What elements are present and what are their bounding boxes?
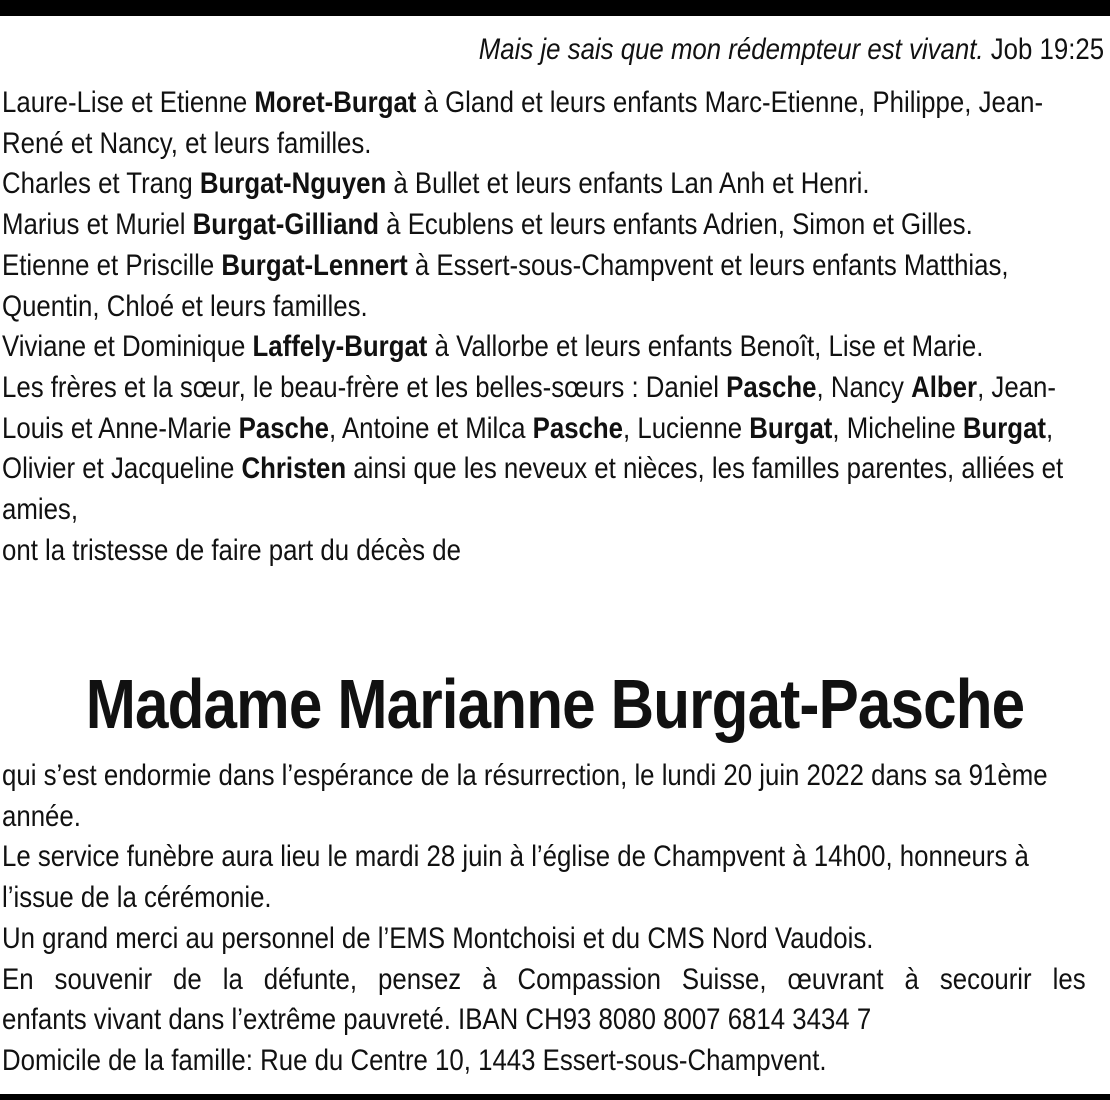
family-entry: Marius et Muriel Burgat-Gilliand à Ecublens et leurs enfants Adrien, Simon et Gilles. [2, 208, 973, 242]
memory-text [2, 960, 1086, 1041]
epigraph-quote: Mais je sais que mon rédempteur est vivant. [478, 33, 984, 66]
family-entry: Laure-Lise et Etienne Moret-Burgat à Gland et leurs enfants Marc-Etienne, Philippe, Jean-René et Nancy, et leurs familles. [2, 86, 1044, 160]
obituary-details [2, 756, 1086, 1082]
epigraph [479, 30, 1104, 70]
family-surname: Burgat-Nguyen [199, 167, 387, 201]
passing-text: qui s’est endormie dans l’espérance de la résurrection, le lundi 20 juin 2022 dans sa 91ème année. [2, 759, 1048, 833]
service-text: Le service funèbre aura lieu le mardi 28 juin à l’église de Champvent à 14h00, honneurs à l’issue de la cérémonie. [2, 840, 1029, 915]
deceased-name: Madame Marianne Burgat-Pasche [85, 665, 1025, 743]
family-entry: Viviane et Dominique Laffely-Burgat à Vallorbe et leurs enfants Benoît, Lise et Marie. [2, 330, 984, 364]
announcement-text: ont la tristesse de faire part du décès de [2, 533, 461, 567]
siblings-entry: Les frères et la sœur, le beau-frère et les belles-sœurs : Daniel Pasche, Nancy Alber, Jean-Louis et Anne-Marie Pasche, Antoine et Milca Pasche, Lucienne Burgat, Micheline Burgat, Olivier et Jacqueline Christen ainsi que les neveux et nièces, les familles parentes, alliées et amies, [2, 370, 1064, 527]
family-address: Domicile de la famille: Rue du Centre 10, 1443 Essert-sous-Champvent. [2, 1043, 827, 1077]
family-surname: Moret-Burgat [254, 86, 417, 119]
bottom-border-rule [0, 1094, 1110, 1100]
family-surname: Burgat-Gilliand [192, 208, 380, 242]
family-surname: Burgat-Lennert [221, 248, 408, 282]
epigraph-reference: Job 19:25 [990, 33, 1104, 66]
memory-line-2: enfants vivant dans l’extrême pauvreté. IBAN CH93 8080 8007 6814 3434 7 [2, 1003, 872, 1037]
thanks-text: Un grand merci au personnel de l’EMS Montchoisi et du CMS Nord Vaudois. [2, 921, 874, 955]
top-border-rule [0, 0, 1110, 16]
family-surname: Laffely-Burgat [252, 330, 428, 364]
memory-line-1: En souvenir de la défunte, pensez à Compassion Suisse, œuvrant à secourir les [2, 962, 1086, 996]
family-entry: Charles et Trang Burgat-Nguyen à Bullet et leurs enfants Lan Anh et Henri. [2, 167, 870, 201]
family-entry: Etienne et Priscille Burgat-Lennert à Essert-sous-Champvent et leurs enfants Matthias, Quentin, Chloé et leurs familles. [2, 248, 1009, 323]
family-list [2, 83, 1086, 571]
